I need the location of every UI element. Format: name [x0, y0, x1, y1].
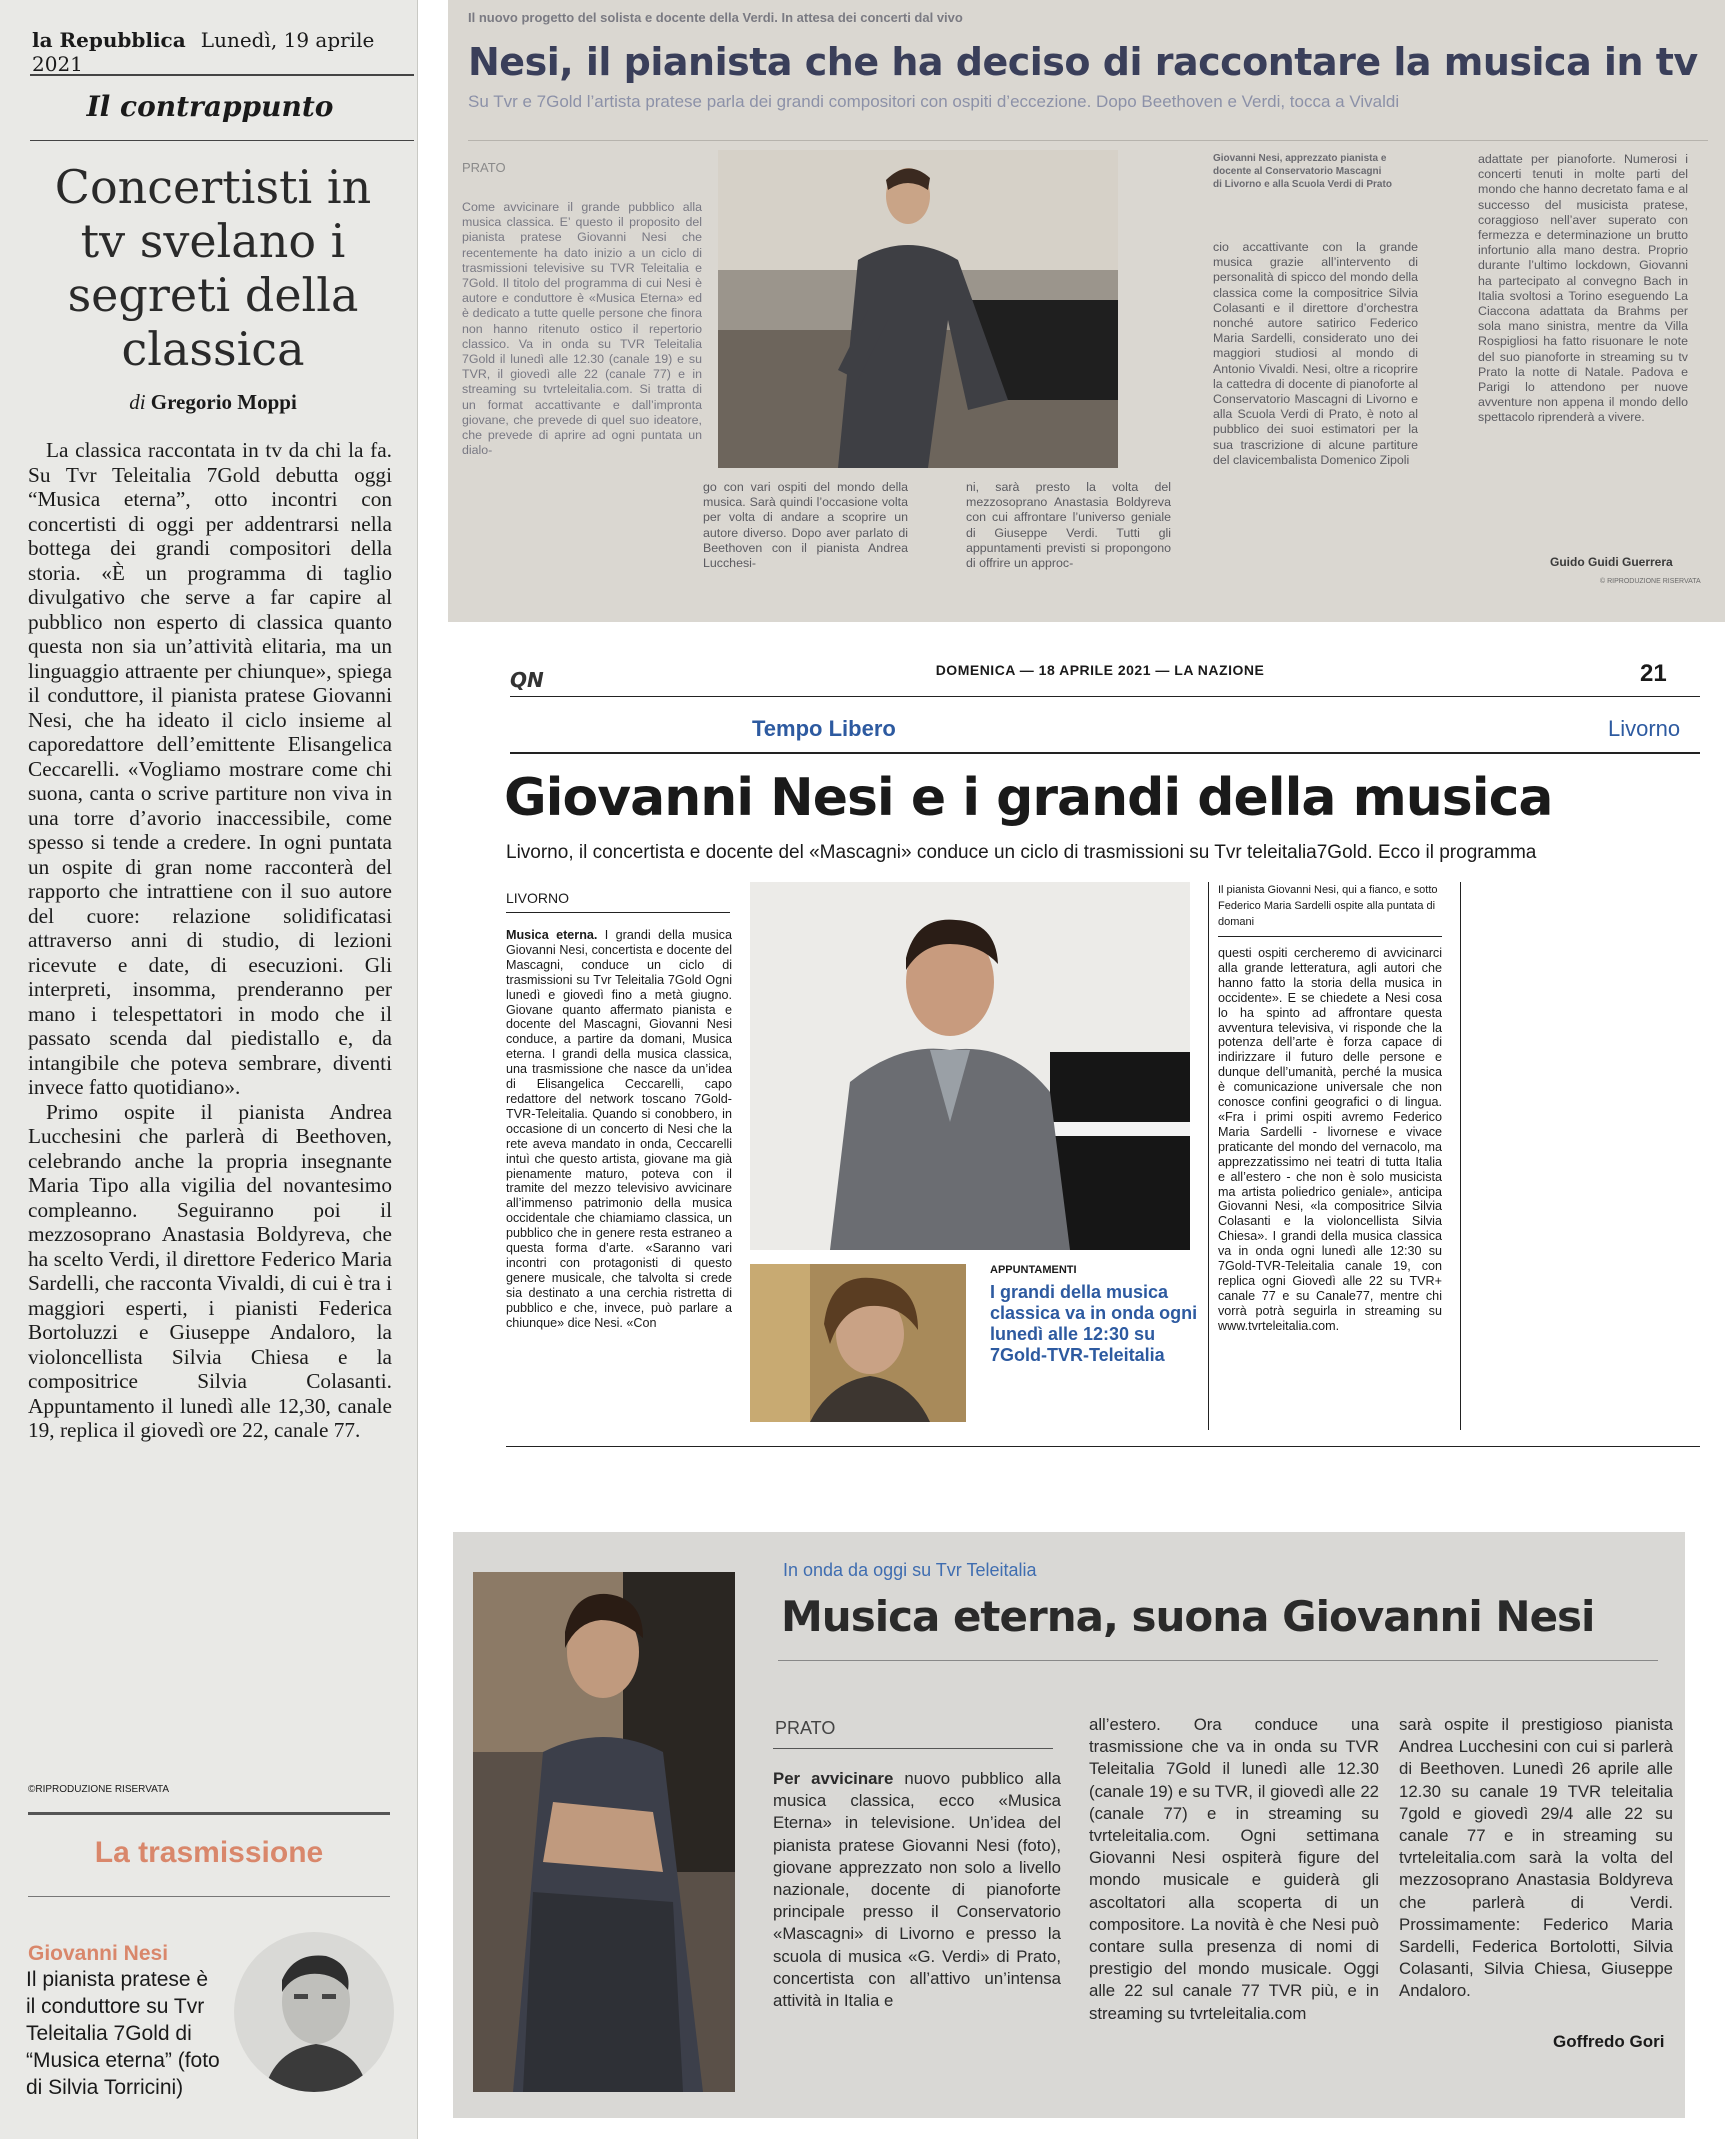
article-title: Musica eterna, suona Giovanni Nesi [781, 1592, 1595, 1641]
repubblica-masthead [32, 28, 392, 76]
article-column: all’estero. Ora conduce una trasmissione che va in onda su TVR Teleitalia 7Gold il lunedì alle 12.30 (canale 19) e su TVR, il giovedì alle 22 (canale 77) e in streaming su tvrteleitalia.com. Ogni settimana Giovanni Nesi ospiterà figure del mondo musicale e guiderà gli ascoltatori alla scoperta di un compositore. La novità è che Nesi può contare sulla presenza di nomi di prestigio del mondo musicale. Oggi alle 22 sul canale 77 TVR più, e in streaming su tvrteleitalia.com [1089, 1715, 1379, 2023]
repubblica-article-body [28, 438, 392, 1443]
divider [28, 1812, 390, 1815]
photo-caption: Giovanni Nesi, apprezzato pianista e docente al Conservatorio Mascagni di Livorno e alla Scuola Verdi di Prato [1213, 153, 1392, 190]
pianist-photo [750, 882, 1190, 1250]
article-title: Giovanni Nesi e i grandi della musica [504, 768, 1553, 828]
column-text: nuovo pubblico alla musica classica, ecco «Musica Eterna» in televisione. Un’idea del pianista pratese Giovanni Nesi (foto), giovane apprezzato non solo a livello nazionale, docente di pianoforte principale presso il Conservatorio «Mascagni» di Livorno e presso la scuola di musica «G. Verdi» di Prato, concertista con all’attivo un’intensa attività in Italia e [773, 1769, 1061, 2011]
article-subtitle: Livorno, il concertista e docente del «Mascagni» conduce un ciclo di trasmissioni su Tvr teleitalia7Gold. Ecco il programma [506, 842, 1537, 863]
divider [773, 1748, 1053, 1749]
article-title: Nesi, il pianista che ha deciso di raccontare la musica in tv [468, 40, 1698, 84]
divider [30, 74, 414, 76]
column-text: I grandi della musica Giovanni Nesi, concertista e docente del Mascagni, conduce un ciclo di trasmissioni su Tvr Teleitalia 7Gold Ogni lunedì e giovedì fino a metà giugno. Giovane quanto affermato pianista e docente del Mascagni, Giovanni Nesi conduce, a partire da domani, Musica eterna. I grandi della musica classica, una trasmissione che nasce da un’idea di Elisangelica Ceccarelli, capo redattore del network toscano 7Gold-TVR-Teleitalia. Quando si conobbero, in occasione di un concerto di Nesi che la rete aveva mandato in onda, Ceccarelli intuì che questo artista, giovane ma già pienamente maturo, poteva con il tramite del mezzo televisivo avvicinare all’immenso patrimonio della musica occidentale che chiamiamo classica, un pubblico che in genere resta estraneo a questa forma d’arte. «Saranno vari incontri con protagonisti di questo genere musicale, che talvolta si crede sia destinato a una cerchia ristretta di pubblico e che, invece, può parlare a chiunque» dice Nesi. «Con [506, 928, 732, 1330]
divider [1218, 936, 1442, 937]
article-column: cio accattivante con la grande musica grazie all’intervento di personalità di spicco del mondo della classica come la compositrice Silvia Colasanti e il direttore d’orchestra nonché autore satirico Federico Maria Sardelli, considerato uno dei maggiori studiosi al mondo di Antonio Vivaldi. Nesi, oltre a ricoprire la cattedra di docente di pianoforte al Conservatorio Mascagni di Livorno e alla Scuola Verdi di Prato, è noto al pubblico dei suoi estimatori per la sua trascrizione di alcune partiture del clavicembalista Domenico Zipoli [1213, 240, 1418, 467]
dateline-place: PRATO [462, 160, 506, 175]
appointment-box [990, 1264, 1210, 1366]
dateline-place: PRATO [775, 1718, 836, 1738]
article-column: ni, sarà presto la volta del mezzosoprano Anastasia Boldyreva con cui affrontare l’universo geniale di Giuseppe Verdi. Tutti gli appuntamenti previsti si propongono di offrire un approc- [966, 480, 1171, 571]
article-column [506, 928, 732, 1330]
divider [30, 140, 414, 141]
nazione-clipping [490, 646, 1710, 1506]
divider [28, 1896, 390, 1897]
tvr-clipping [448, 0, 1725, 622]
byline-prefix: di [129, 390, 146, 414]
article-column: sarà ospite il prestigioso pianista Andrea Lucchesini con cui si parlerà di Beethoven. Lunedì 26 aprile alle 12.30 su canale 19 TVR teleitalia 7gold e giovedì 29/4 alle 22 su canale 77 e in streaming su tvrteleitalia.com sarà la volta del mezzosoprano Anastasia Boldyreva che parlerà di Verdi. Prossimamente: Federico Maria Sardelli, Federica Bortolotti, Silvia Colasanti, Silvia Chiesa, Giuseppe Andaloro. [1399, 1715, 1673, 2001]
guest-photo [750, 1264, 966, 1422]
dateline-place: LIVORNO [506, 890, 570, 906]
pianist-photo [473, 1572, 735, 2092]
repubblica-logo: la Repubblica [32, 28, 186, 52]
divider [1208, 882, 1209, 1430]
article-kicker: In onda da oggi su Tvr Teleitalia [783, 1560, 1037, 1580]
divider [506, 1446, 1700, 1447]
repubblica-byline [30, 390, 396, 415]
divider [510, 696, 1700, 697]
lead-in: Musica eterna. [506, 928, 598, 942]
byline-author: Gregorio Moppi [150, 390, 297, 414]
rights-notice: ©RIPRODUZIONE RISERVATA [28, 1784, 170, 1795]
appointment-text: I grandi della musica classica va in onda ogni lunedì alle 12:30 su 7Gold-TVR-Teleitalia [990, 1282, 1198, 1365]
musica-eterna-clipping [453, 1532, 1685, 2118]
repubblica-headline: Concertisti in tv svelano i segreti della classica [54, 160, 372, 376]
page-header: DOMENICA — 18 APRILE 2021 — LA NAZIONE [935, 662, 1265, 678]
city-label: Livorno [1608, 716, 1681, 741]
lead-in: Per avvicinare [773, 1769, 894, 1788]
avatar [234, 1932, 394, 2092]
article-author: Goffredo Gori [1553, 2032, 1665, 2051]
divider [468, 140, 1708, 141]
photo-caption: Il pianista Giovanni Nesi, qui a fianco, e sotto Federico Maria Sardelli ospite alla puntata di domani [1218, 884, 1438, 928]
repubblica-rubric: Il contrappunto [86, 90, 334, 123]
repubblica-clipping [0, 0, 418, 2139]
article-paragraph: Primo ospite il pianista Andrea Lucchesini che parlerà di Beethoven, celebrando anche la propria insegnante Maria Tipo alla vigilia del novantesimo compleanno. Seguiranno poi il mezzosoprano Anastasia Boldyreva, che ha scelto Verdi, il direttore Federico Maria Sardelli, che racconta Vivaldi, di cui è tra i maggiori esperti, i pianisti Federica Bortoluzzi e Giuseppe Andaloro, la violoncellista Silvia Chiesa e la compositrice Silvia Colasanti. Appuntamento il lunedì alle 12,30, canale 19, replica il giovedì ore 22, canale 77. [28, 1099, 392, 1442]
pianist-photo [718, 150, 1118, 468]
article-column: questi ospiti cercheremo di avvicinarci alla grande letteratura, agli autori che hanno fatto la storia della musica in occidente». E se chiedete a Nesi cosa lo ha spinto ad affrontare questa avventura televisiva, vi risponde che la potenza dell’arte è forza capace di indirizzare il futuro delle persone e dunque dell’umanità, perché la musica è comunicazione universale che non conosce confini geografici o di lingua. «Fra i primi ospiti avremo Federico Maria Sardelli - livornese e vivace praticante del mondo del vernacolo, ma apprezzatissimo nei teatri di tutta Italia e all’estero - che non è solo musicista ma artista poliedrico geniale», anticipa Giovanni Nesi, «la compositrice Silvia Colasanti e la violoncellista Silvia Chiesa». I grandi della musica classica va in onda ogni lunedì alle 12:30 su 7Gold-TVR-Teleitalia canale 19, con replica ogni Giovedì alle 22 su TVR+ canale 77 e su Canale77, mentre chi vorrà potrà seguirla in streaming su www.tvrteleitalia.com. [1218, 946, 1442, 1333]
box-title: La trasmissione [94, 1836, 324, 1869]
section-label: Tempo Libero [752, 716, 896, 741]
article-column [773, 1768, 1061, 2012]
divider [1460, 882, 1461, 1430]
article-column: Come avvicinare il grande pubblico alla musica classica. E’ questo il proposito del pianista pratese Giovanni Nesi che recentemente ha dato inizio a un ciclo di trasmissioni televisive su TVR Teleitalia e 7Gold. Il titolo del programma di cui Nesi è autore e conduttore è «Musica Eterna» ed è dedicato a tutte quelle persone che finora non hanno ritenuto ostico il repertorio classico. Va in onda su TVR Teleitalia 7Gold il lunedì alle 12.30 (canale 19) e su TVR, il giovedì alle 22 (canale 77) e in streaming su tvrteleitalia.com. Si tratta di un format accattivante e dall’impronta giovane, che prevede di quel suo ideatore, che prevede di aprire ad ogni puntata un dialo- [462, 200, 702, 458]
appointment-kicker: APPUNTAMENTI [990, 1264, 1077, 1276]
article-paragraph: La classica raccontata in tv da chi la fa. Su Tvr Teleitalia 7Gold debutta oggi “Musica eterna”, otto incontri con concertisti di oggi per addentrarsi nella bottega dei grandi compositori della storia. «È un programma di taglio divulgativo che serve a far capire al pubblico non esperto di classica quanto questa non sia un’attività elitaria, ma un linguaggio attraente per chiunque», spiega il conduttore, il pianista pratese Giovanni Nesi, che ha ideato il ciclo insieme al caporedattore dell’emittente Elisangelica Ceccarelli. «Vogliamo mostrare come chi suona, canta o scrive partiture non viva in una torre d’avorio inaccessibile, come spesso si tende a credere. In ogni puntata un ospite di gran nome racconterà del rapporto che intrattiene con il suo autore del cuore: relazione solidificatasi attraverso anni di studio, di lezioni ricevute e date, di esecuzioni. Gli interpreti, insomma, prenderanno per mano i telespettatori in modo che il passato scenda dal piedistallo e, da intangibile che poteva sembrare, diventi invece fatto quotidiano». [28, 438, 392, 1099]
article-subtitle: Su Tvr e 7Gold l’artista pratese parla dei grandi compositori con ospiti d’eccezione. Dopo Beethoven e Verdi, tocca a Vivaldi [468, 92, 1400, 111]
divider [506, 912, 730, 913]
page-number: 21 [1640, 660, 1667, 687]
article-author: Guido Guidi Guerrera [1550, 555, 1673, 569]
box-text: Il pianista pratese è il conduttore su Tvr Teleitalia 7Gold di “Musica eterna” (foto di Silvia Torricini) [26, 1968, 220, 2099]
article-column: go con vari ospiti del mondo della musica. Sarà quindi l’occasione volta per volta di andare a scoprire un autore diverso. Dopo aver parlato di Beethoven con il pianista Andrea Lucchesi- [703, 480, 908, 571]
box-name: Giovanni Nesi [28, 1942, 169, 1965]
article-column: adattate per pianoforte. Numerosi i concerti tenuti in molte parti del mondo che hanno decretato fama e al successo del musicista pratese, coraggioso nell’aver superato con fermezza e determinazione un brutto infortunio alla mano destra. Proprio durante l’ultimo lockdown, Giovanni ha partecipato al convegno Bach in Italia svoltosi a Torino eseguendo La Ciaccona adattata da Brahms per sola mano sinistra, mentre da Villa Rospigliosi ha fatto risuonare le note del suo pianoforte in streaming su tv Prato la notte di Natale. Padova e Parigi lo attendono per nuove avventure non appena il mondo dello spettacolo riprenderà a vivere. [1478, 152, 1688, 425]
qn-logo: QN [510, 668, 544, 692]
article-kicker: Il nuovo progetto del solista e docente della Verdi. In attesa dei concerti dal vivo [468, 10, 963, 25]
rights-notice: © RIPRODUZIONE RISERVATA [1600, 578, 1701, 585]
divider [510, 752, 1700, 754]
repubblica-date: Lunedì, 19 aprile 2021 [32, 28, 375, 76]
divider [778, 1660, 1658, 1661]
